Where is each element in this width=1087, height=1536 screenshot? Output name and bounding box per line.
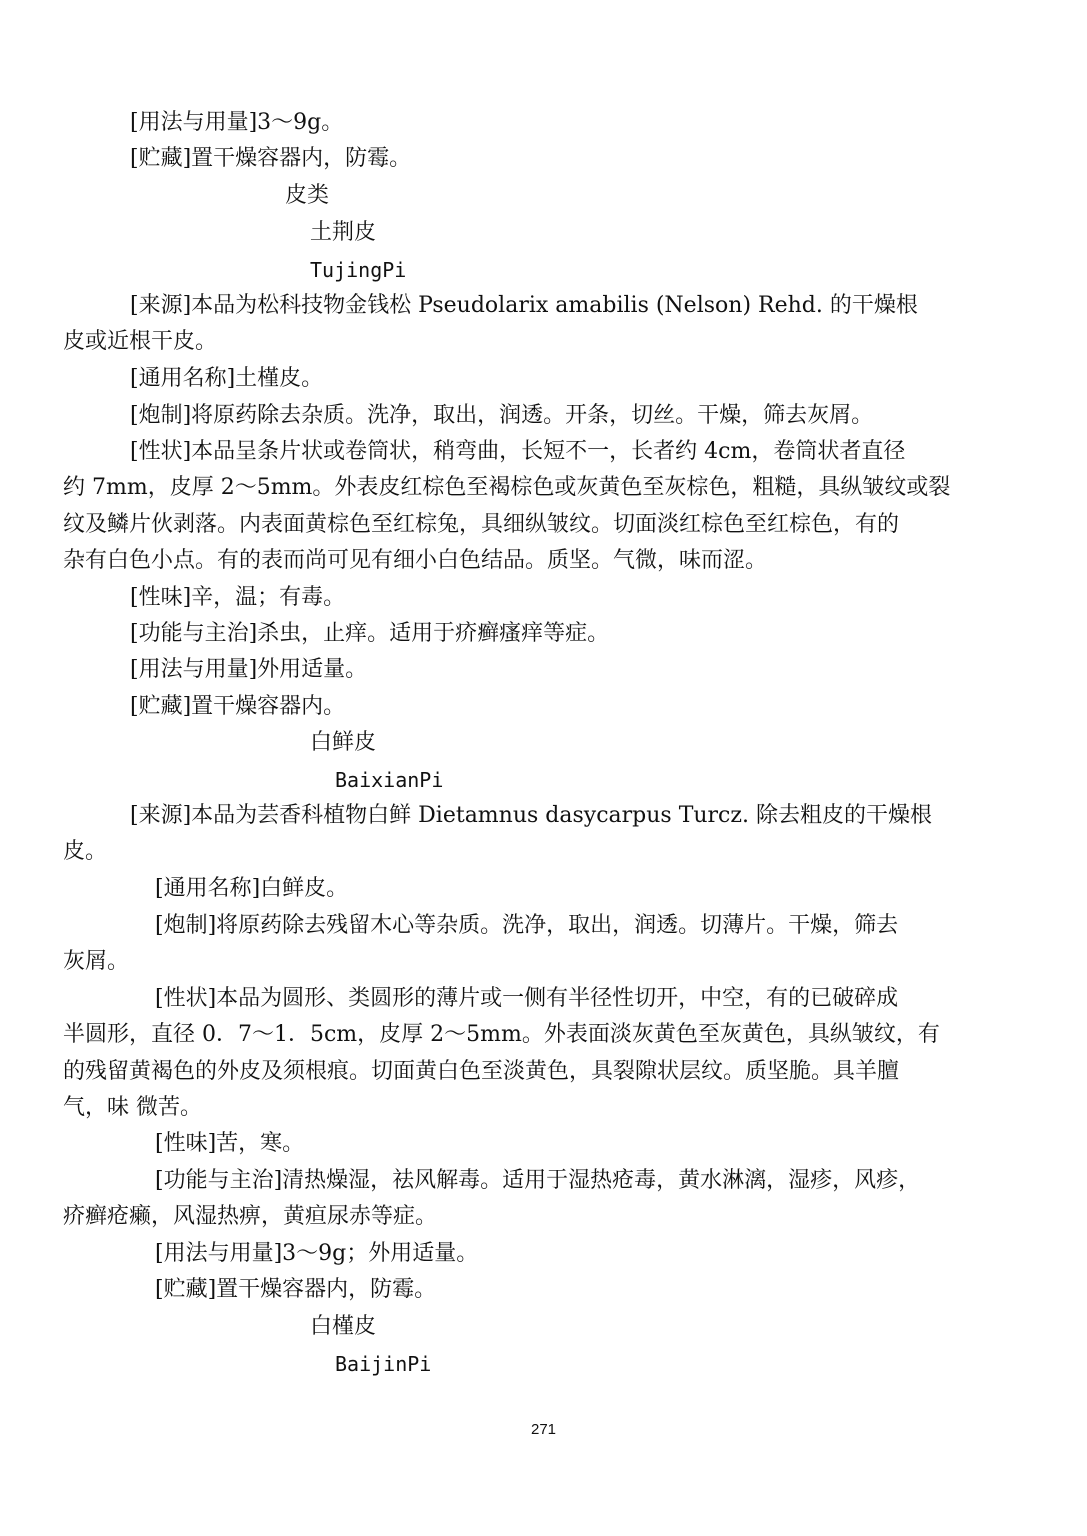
text-line: [贮藏]置干燥容器内。	[130, 694, 346, 719]
text-line: 杂有白色小点。有的表而尚可见有细小白色结品。质坚。气微，味而涩。	[63, 548, 768, 573]
herb-title: 白鲜皮	[310, 730, 377, 755]
text-line: 约 7mm，皮厚 2～5mm。外表皮红棕色至褐棕色或灰黄色至灰棕色，粗糙，具纵皱纹或裂	[63, 475, 951, 500]
text-line: [功能与主治]清热燥湿，祛风解毒。适用于湿热疮毒，黄水淋漓，湿疹，风疹，	[155, 1168, 921, 1193]
text-line: [功能与主治]杀虫，止痒。适用于疥癣瘙痒等症。	[130, 621, 610, 646]
herb-pinyin: TujingPi	[310, 258, 407, 282]
herb-pinyin: BaijinPi	[335, 1352, 432, 1376]
text-line: 纹及鳞片伙剥落。内表面黄棕色至红棕兔，具细纵皱纹。切面淡红棕色至红棕色，有的	[63, 512, 900, 537]
text-line: [炮制]将原药除去杂质。洗净，取出，润透。开条，切丝。干燥，筛去灰屑。	[130, 403, 874, 428]
text-line: [性状]本品呈条片状或卷筒状，稍弯曲，长短不一，长者约 4cm，卷筒状者直径	[130, 439, 906, 464]
section-heading: 皮类	[285, 183, 330, 208]
text-line: 灰屑。	[63, 949, 130, 974]
text-line: [用法与用量]3～9g。	[130, 110, 344, 135]
herb-pinyin: BaixianPi	[335, 768, 444, 792]
text-line: 半圆形，直径 0．7～1．5cm，皮厚 2～5mm。外表面淡灰黄色至灰黄色，具纵皱纹，有	[63, 1022, 940, 1047]
page-number: 271	[530, 1421, 557, 1438]
text-line: [性状]本品为圆形、类圆形的薄片或一侧有半径性切开，中空，有的已破碎成	[155, 986, 899, 1011]
text-line: [通用名称]土槿皮。	[130, 366, 324, 391]
text-line: [用法与用量]3～9g；外用适量。	[155, 1241, 479, 1266]
text-line: 皮。	[63, 839, 108, 864]
text-line: [贮藏]置干燥容器内，防霉。	[130, 146, 412, 171]
herb-title: 土荆皮	[310, 220, 377, 245]
text-line: [炮制]将原药除去残留木心等杂质。洗净，取出，润透。切薄片。干燥，筛去	[155, 913, 899, 938]
text-line: [用法与用量]外用适量。	[130, 657, 368, 682]
text-line: [来源]本品为松科技物金钱松 Pseudolarix amabilis (Nelson) Rehd. 的干燥根	[130, 293, 918, 318]
text-line: 气，味 微苦。	[63, 1095, 202, 1120]
text-line: 疥癣疮癞，风湿热痹，黄疸尿赤等症。	[63, 1204, 438, 1229]
text-line: 的残留黄褐色的外皮及须根痕。切面黄白色至淡黄色，具裂隙状层纹。质坚脆。具羊膻	[63, 1059, 900, 1084]
text-line: 皮或近根干皮。	[63, 329, 218, 354]
text-line: [贮藏]置干燥容器内，防霉。	[155, 1277, 437, 1302]
text-line: [来源]本品为芸香科植物白鲜 Dietamnus dasycarpus Turcz. 除去粗皮的干燥根	[130, 803, 932, 828]
herb-title: 白槿皮	[310, 1314, 377, 1339]
text-line: [性味]苦，寒。	[155, 1131, 305, 1156]
text-line: [性味]辛，温；有毒。	[130, 585, 346, 610]
text-line: [通用名称]白鲜皮。	[155, 876, 349, 901]
